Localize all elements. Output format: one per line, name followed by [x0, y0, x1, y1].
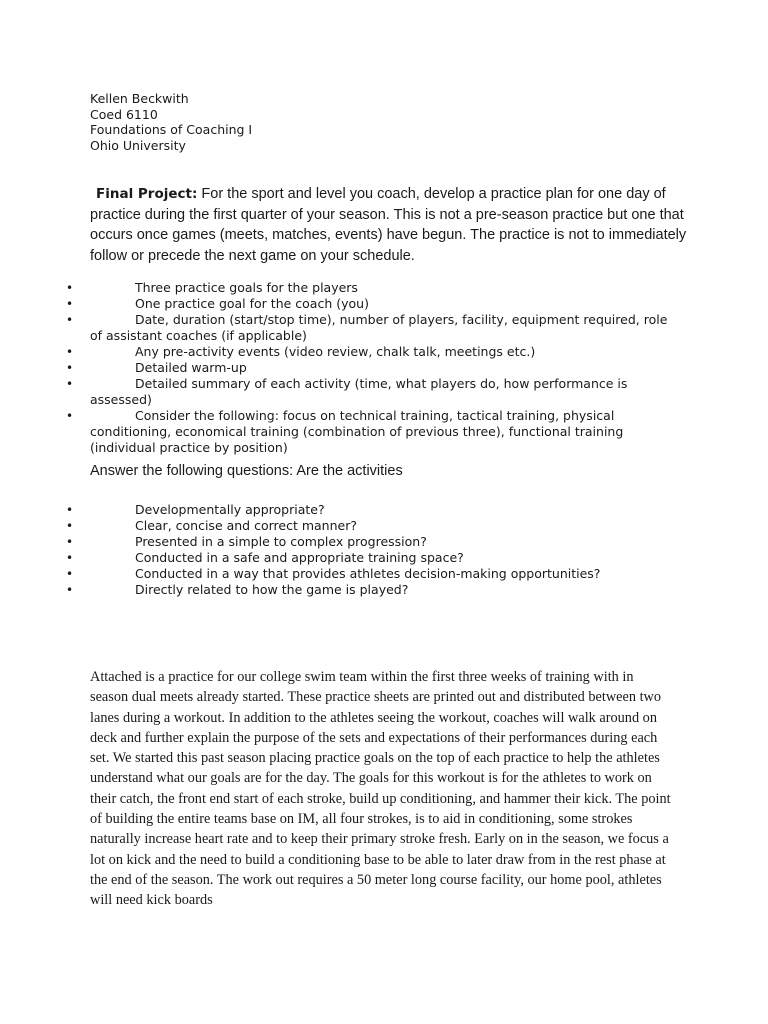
list-item-text: Clear, concise and correct manner?: [135, 518, 357, 533]
list-item: [66, 502, 680, 518]
bullet-icon: •: [66, 281, 74, 295]
list-item: [66, 376, 680, 408]
bullet-icon: •: [66, 345, 74, 359]
author-name: Kellen Beckwith: [90, 91, 189, 106]
course-code: Coed 6110: [90, 106, 158, 122]
bullet-icon: •: [66, 551, 74, 565]
bullet-icon: •: [66, 361, 74, 375]
course-title: Foundations of Coaching I: [90, 122, 253, 137]
list-item: [66, 360, 680, 376]
bullet-icon: •: [66, 567, 74, 581]
bullet-icon: •: [66, 377, 74, 391]
final-project-text: For the sport and level you coach, develop a practice plan for one day of practice during the first quarter of your season. This is not a pre-season practice but one that occurs once games (meets, matches, events) have begun. The practice is not to immediately follow or precede the next game on your schedule.: [90, 186, 687, 264]
list-item-text: One practice goal for the coach (you): [135, 296, 369, 311]
bullet-icon: •: [66, 409, 74, 423]
list-item: [66, 280, 680, 296]
school-name: Ohio University: [90, 137, 186, 153]
bullet-icon: •: [66, 503, 74, 517]
list-item-text: Any pre-activity events (video review, chalk talk, meetings etc.): [135, 344, 536, 359]
list-item-text: Conducted in a way that provides athletes decision-making opportunities?: [135, 566, 601, 581]
final-project-label: Final Project:: [96, 186, 198, 202]
list-item: [66, 518, 680, 534]
bullet-icon: •: [66, 313, 74, 327]
bullet-icon: •: [66, 519, 74, 533]
document-header: [90, 91, 252, 153]
list-item-text: Developmentally appropriate?: [135, 502, 325, 517]
questions-list: [66, 502, 680, 598]
bullet-icon: •: [66, 535, 74, 549]
list-item: [66, 312, 680, 344]
list-item: [66, 344, 680, 360]
questions-heading: Answer the following questions: Are the activities: [90, 463, 403, 479]
list-item-text: Detailed warm-up: [135, 360, 247, 375]
bullet-icon: •: [66, 297, 74, 311]
bullet-icon: •: [66, 583, 74, 597]
list-item-text: Directly related to how the game is played?: [135, 582, 409, 597]
list-item-text: Detailed summary of each activity (time, what players do, how performance is assessed): [90, 376, 628, 407]
list-item: [66, 550, 680, 566]
list-item: [66, 296, 680, 312]
list-item: [66, 408, 680, 456]
final-project-prompt: [90, 184, 690, 266]
list-item-text: Presented in a simple to complex progression?: [135, 534, 427, 549]
requirements-list: [66, 280, 680, 456]
list-item-text: Three practice goals for the players: [135, 280, 358, 295]
list-item: [66, 534, 680, 550]
body-paragraph: Attached is a practice for our college swim team within the first three weeks of training with in season dual meets already started. These practice sheets are printed out and distributed between two lanes during a workout. In addition to the athletes seeing the workout, coaches will walk around on deck and further explain the purpose of the sets and expectations of their performances during each set. We started this past season placing practice goals on the top of each practice to help the athletes understand what our goals are for the day. The goals for this workout is for the athletes to work on their catch, the front end start of each stroke, build up conditioning, and hammer their kick. The point of building the entire teams base on IM, all four strokes, is to aid in conditioning, some strokes naturally increase heart rate and to keep their primary stroke fresh. Early on in the season, we focus a lot on kick and the need to build a conditioning base to be able to later draw from in the rest phase at the end of the season. The work out requires a 50 meter long course facility, our home pool, athletes will need kick boards: [90, 669, 671, 909]
list-item-text: Conducted in a safe and appropriate training space?: [135, 550, 464, 565]
list-item: [66, 566, 680, 582]
list-item-text: Date, duration (start/stop time), number of players, facility, equipment required, role of assistant coaches (if applicable): [90, 312, 668, 343]
list-item: [66, 582, 680, 598]
list-item-text: Consider the following: focus on technical training, tactical training, physical conditioning, economical training (combination of previous three), functional training (individual practice by position): [90, 408, 624, 455]
